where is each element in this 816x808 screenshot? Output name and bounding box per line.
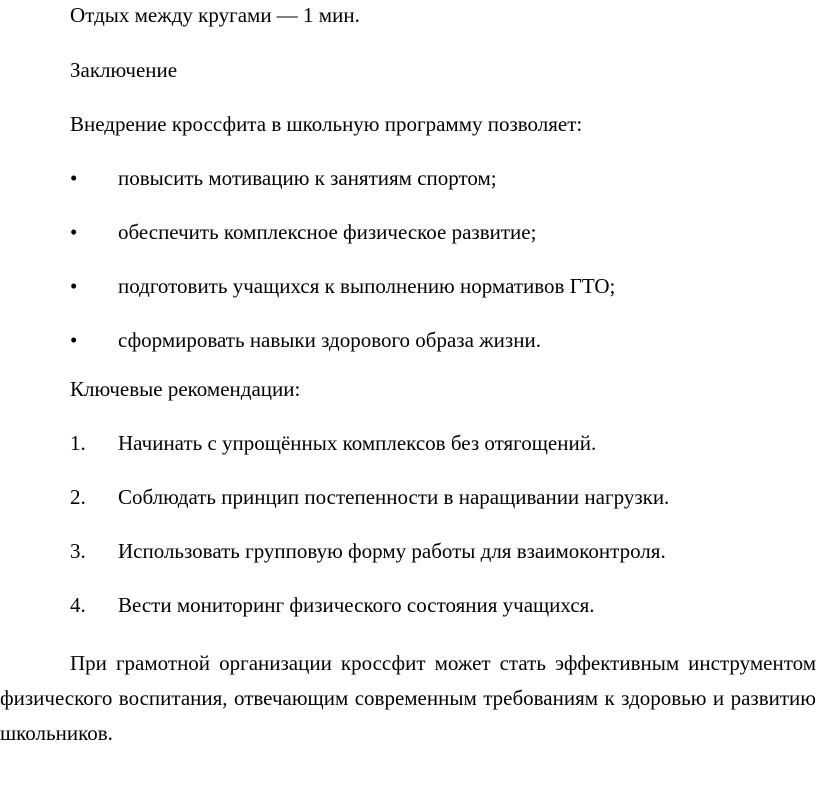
item-text: Соблюдать принцип постепенности в наращивании нагрузки.	[118, 485, 670, 509]
item-text: Использовать групповую форму работы для взаимоконтроля.	[118, 539, 666, 563]
bullet-marker: •	[70, 220, 78, 244]
item-number: 4.	[70, 593, 86, 617]
item-number: 2.	[70, 485, 86, 509]
bullet-marker: •	[70, 166, 78, 190]
item-number: 1.	[70, 431, 86, 455]
item-text: Начинать с упрощённых комплексов без отягощений.	[118, 431, 597, 455]
section-heading: Заключение	[70, 58, 178, 82]
item-text: Вести мониторинг физического состояния учащихся.	[118, 593, 595, 617]
bullet-marker: •	[70, 328, 78, 352]
bullet-text: сформировать навыки здорового образа жизни.	[118, 328, 541, 352]
rest-line: Отдых между кругами — 1 мин.	[70, 3, 360, 27]
conclusion-paragraph: При грамотной организации кроссфит может стать эффективным инструментом физического воспитания, отвечающим современным требованиям к здоровью и развитию школьников.	[0, 651, 816, 745]
recommendations-heading: Ключевые рекомендации:	[70, 377, 301, 401]
intro-text: Внедрение кроссфита в школьную программу позволяет:	[70, 112, 583, 136]
bullet-marker: •	[70, 274, 78, 298]
bullet-text: подготовить учащихся к выполнению нормативов ГТО;	[118, 274, 616, 298]
bullet-text: обеспечить комплексное физическое развитие;	[118, 220, 537, 244]
item-number: 3.	[70, 539, 86, 563]
bullet-text: повысить мотивацию к занятиям спортом;	[118, 166, 497, 190]
